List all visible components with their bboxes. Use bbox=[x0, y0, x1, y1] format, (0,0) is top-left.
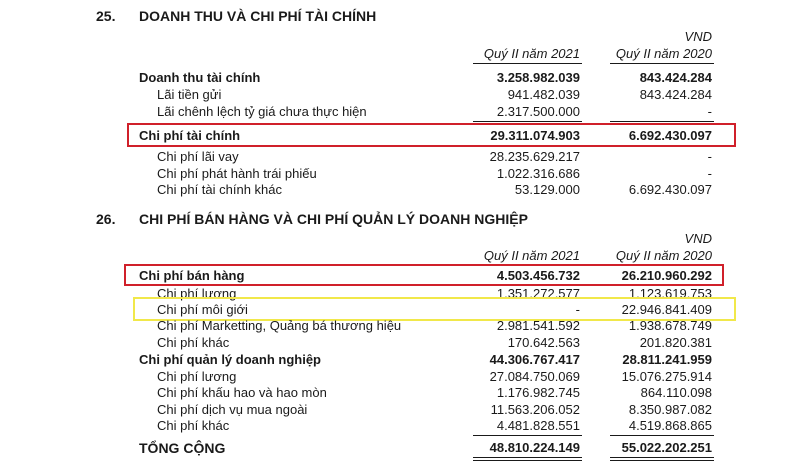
section-25-col1-rule bbox=[473, 63, 582, 64]
row-fx-gain-label: Lãi chênh lệch tỷ giá chưa thực hiện bbox=[157, 104, 367, 119]
row-outsourced-services-q2-2021: 11.563.206.052 bbox=[490, 402, 580, 417]
row-selling-salary-q2-2020: 1.123.619.753 bbox=[628, 286, 712, 301]
row-interest-expense-q2-2020: - bbox=[707, 149, 712, 164]
row-selling-expense-q2-2020: 26.210.960.292 bbox=[621, 268, 712, 283]
row-financial-expense-q2-2020: 6.692.430.097 bbox=[628, 128, 712, 143]
row-financial-expense-q2-2021: 29.311.074.903 bbox=[490, 128, 580, 143]
section-26-currency: VND bbox=[684, 231, 712, 246]
row-admin-salary-label: Chi phí lương bbox=[157, 369, 237, 384]
row-outsourced-services-label: Chi phí dịch vụ mua ngoài bbox=[157, 402, 308, 417]
row-total-q2-2021: 48.810.224.149 bbox=[489, 440, 580, 455]
row-admin-other-label: Chi phí khác bbox=[157, 418, 230, 433]
row-selling-other-q2-2020: 201.820.381 bbox=[639, 335, 712, 350]
row-selling-other-q2-2021: 170.642.563 bbox=[507, 335, 580, 350]
section-25-col2-header: Quý II năm 2020 bbox=[615, 46, 712, 61]
section-26-col2-header: Quý II năm 2020 bbox=[615, 248, 712, 263]
row-marketing-q2-2020: 1.938.678.749 bbox=[628, 318, 712, 333]
row-deposit-interest-label: Lãi tiền gửi bbox=[157, 87, 222, 102]
row-other-financial-label: Chi phí tài chính khác bbox=[157, 182, 283, 197]
section-25-sub-rule-2 bbox=[610, 121, 714, 122]
section-26-number: 26. bbox=[96, 211, 116, 227]
section-25-title: DOANH THU VÀ CHI PHÍ TÀI CHÍNH bbox=[139, 8, 377, 24]
row-brokerage-q2-2020: 22.946.841.409 bbox=[621, 302, 712, 317]
row-deposit-interest-q2-2020: 843.424.284 bbox=[639, 87, 712, 102]
row-marketing-q2-2021: 2.981.541.592 bbox=[496, 318, 580, 333]
row-interest-expense-q2-2021: 28.235.629.217 bbox=[489, 149, 580, 164]
row-depreciation-q2-2020: 864.110.098 bbox=[640, 385, 712, 400]
section-25-number: 25. bbox=[96, 8, 116, 24]
row-brokerage-q2-2021: - bbox=[575, 302, 580, 317]
total-top-rule-1 bbox=[473, 435, 582, 436]
row-fx-gain-q2-2020: - bbox=[707, 104, 712, 119]
row-interest-expense-label: Chi phí lãi vay bbox=[157, 149, 239, 164]
row-bond-issuance-label: Chi phí phát hành trái phiếu bbox=[157, 166, 317, 181]
row-selling-salary-label: Chi phí lương bbox=[157, 286, 237, 301]
section-26-col1-header: Quý II năm 2021 bbox=[483, 248, 580, 263]
row-admin-other-q2-2021: 4.481.828.551 bbox=[496, 418, 580, 433]
row-admin-other-q2-2020: 4.519.868.865 bbox=[628, 418, 712, 433]
total-bottom-rule-2 bbox=[610, 457, 714, 458]
row-admin-salary-q2-2020: 15.076.275.914 bbox=[621, 369, 712, 384]
row-financial-income-label: Doanh thu tài chính bbox=[139, 70, 261, 85]
row-total-label: TỔNG CỘNG bbox=[139, 440, 226, 456]
row-financial-income-q2-2020: 843.424.284 bbox=[639, 70, 712, 85]
row-deposit-interest-q2-2021: 941.482.039 bbox=[507, 87, 580, 102]
total-bottom-rule-2b bbox=[610, 460, 714, 461]
section-25-col2-rule bbox=[610, 63, 714, 64]
row-depreciation-label: Chi phí khấu hao và hao mòn bbox=[157, 385, 327, 400]
row-other-financial-q2-2021: 53.129.000 bbox=[514, 182, 580, 197]
row-fx-gain-q2-2021: 2.317.500.000 bbox=[496, 104, 580, 119]
row-admin-salary-q2-2021: 27.084.750.069 bbox=[489, 369, 580, 384]
row-selling-other-label: Chi phí khác bbox=[157, 335, 230, 350]
row-admin-expense-q2-2021: 44.306.767.417 bbox=[489, 352, 580, 367]
row-bond-issuance-q2-2020: - bbox=[707, 166, 712, 181]
row-marketing-label: Chi phí Marketting, Quảng bá thương hiệu bbox=[157, 318, 402, 333]
section-26-title: CHI PHÍ BÁN HÀNG VÀ CHI PHÍ QUẢN LÝ DOANH NGHIỆP bbox=[139, 211, 528, 227]
section-25-currency: VND bbox=[684, 29, 712, 44]
row-selling-expense-label: Chi phí bán hàng bbox=[139, 268, 245, 283]
row-brokerage-label: Chi phí môi giới bbox=[157, 302, 248, 317]
row-depreciation-q2-2021: 1.176.982.745 bbox=[496, 385, 580, 400]
row-other-financial-q2-2020: 6.692.430.097 bbox=[628, 182, 712, 197]
total-bottom-rule-1b bbox=[473, 460, 582, 461]
row-selling-expense-q2-2021: 4.503.456.732 bbox=[496, 268, 580, 283]
section-25-col1-header: Quý II năm 2021 bbox=[483, 46, 580, 61]
section-25-sub-rule-1 bbox=[473, 121, 582, 122]
row-selling-salary-q2-2021: 1.351.272.577 bbox=[496, 286, 580, 301]
row-admin-expense-label: Chi phí quản lý doanh nghiệp bbox=[139, 352, 321, 367]
row-bond-issuance-q2-2021: 1.022.316.686 bbox=[496, 166, 580, 181]
total-bottom-rule-1 bbox=[473, 457, 582, 458]
row-total-q2-2020: 55.022.202.251 bbox=[621, 440, 712, 455]
row-financial-expense-label: Chi phí tài chính bbox=[139, 128, 241, 143]
total-top-rule-2 bbox=[610, 435, 714, 436]
row-outsourced-services-q2-2020: 8.350.987.082 bbox=[628, 402, 712, 417]
row-admin-expense-q2-2020: 28.811.241.959 bbox=[622, 352, 712, 367]
row-financial-income-q2-2021: 3.258.982.039 bbox=[496, 70, 580, 85]
